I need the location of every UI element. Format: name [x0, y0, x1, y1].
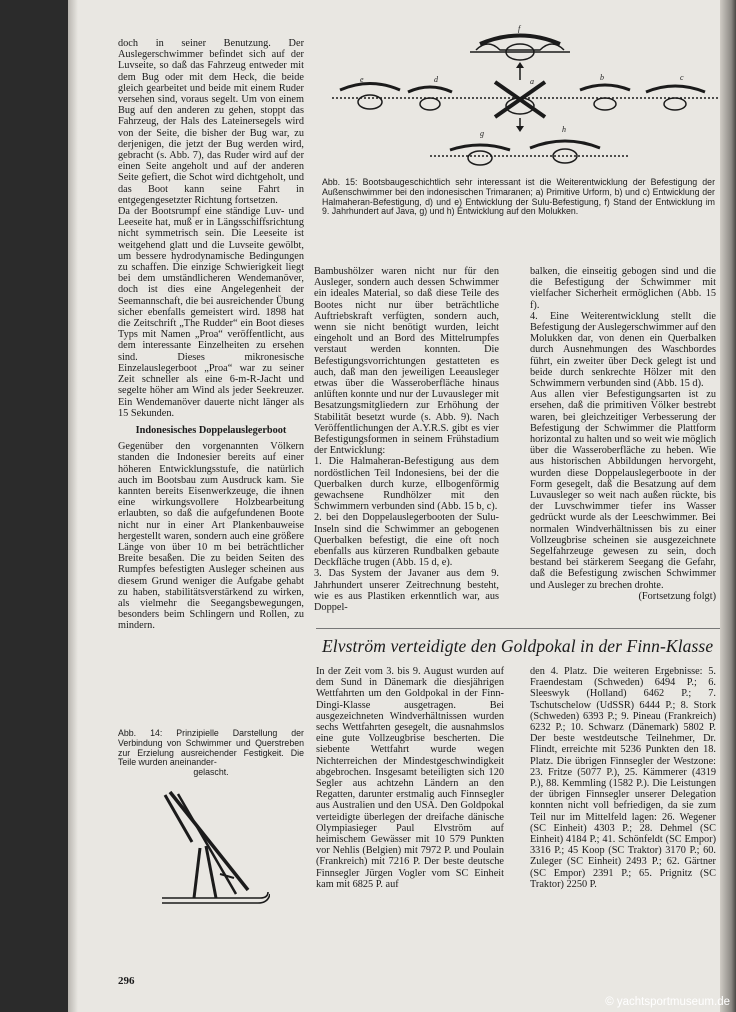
fig14-caption-text: Abb. 14: Prinzipielle Darstellung der Verbindung von Schwimmer und Querstreben zur Erzielung ausreichender Festigkeit. Die Teile wurden aneinander- — [118, 728, 304, 768]
page-shadow-left — [68, 0, 78, 1012]
middle-paragraph-4: 3. Das System der Javaner aus dem 9. Jahrhundert unserer Zeitrechnung besteht, wie es aus Plastiken erkenntlich war, aus Doppel- — [314, 568, 499, 614]
article-column-2: den 4. Platz. Die weiteren Ergebnisse: 5. Fraendestam (Schweden) 6494 P.; 6. Sleeswyk (Holland) 6462 P.; 7. Tschutschelow (UdSSR) 6444 P.; 8. Stork (Schweden) 6393 P.; 9. Pineau (Frankreich) 6232 P.; 10. Schwarz (Dänemark) 5802 P. Der beste westdeutsche Teilnehmer, Dr. Flindt, erreichte mit 5236 Punkten den 18. Platz. Die übrigen Finnsegler der Westzone: 23. Fritze (5077 P.), 25. Kämmerer (4319 P.), 88. Kemmling (1582 P.). Die Leistungen der übrigen Finnsegler unserer Delegation konnten nicht voll befriedigen, da sie zum Teil nur im Mittelfeld lagen: 26. Wegener (SC Einheit) 4303 P.; 28. Dehmel (SC Einheit) 4184 P.; 41. Schönfeldt (SC Empor) 3316 P.; 45 Koop (SC Traktor) 3170 P.; 60. Zuleger (SC Einheit) 2493 P.; 62. Gärtner (SC Empor) 2391 P.; 65. Prignitz (SC Traktor) 2250 P. — [530, 666, 716, 890]
watermark: © yachtsportmuseum.de — [605, 996, 730, 1008]
section-divider — [316, 628, 720, 629]
fig15-label-e: e — [360, 75, 364, 84]
fig15-label-f: f — [518, 24, 521, 33]
right-column — [530, 266, 716, 602]
subheading: Indonesisches Doppelauslegerboot — [135, 424, 287, 436]
fig15-drawing — [330, 22, 720, 172]
middle-paragraph-1: Bambushölzer waren nicht nur für den Ausleger, sondern auch dessen Schwimmer ein ideales Material, so daß diese Teile des Bootes nicht nur über beträchtliche Auftriebskraft verfügten, sondern auch, wenn sie nicht benötigt wurden, leicht eingeholt und an Bord des Mittelrumpfes verstaut werden konnten. Die Befestigungsvorrichtungen gestatteten es auch, daß man den jeweiligen Leeausleger etwas über die Wasseroberfläche hinaus anlüften konnte und nur der Luvausleger mit Besatzungsmitgliedern zur Erhöhung der Stabilität besetzt wurde (s. Abb. 9). Nach Veröffentlichungen der A.Y.R.S. gibt es vier Befestigungsformen in seinem Frühstadium der Entwicklung: — [314, 266, 499, 457]
fig15-label-a: a — [530, 77, 534, 86]
right-paragraph-3: Aus allen vier Befestigungsarten ist zu ersehen, daß die primitiven Völker bestrebt waren, bei gleichzeitiger Verbesserung der Befestigung der Schwimmer die Plattform horizontal zu halten und so weit wie möglich über die Wasseroberfläche zu heben. Wie aus historischen Abbildungen hervorgeht, wurden diese Doppelauslegerboote in der Form gesegelt, daß die Besatzung auf dem Luvausleger so weit nach außen rückte, bis der Luvschwimmer tiefer ins Wasser gedrückt wurde als der Leeschwimmer. Bei normalen Windverhältnissen bis zu einer Vollzeugbrise scheinen sie ausgezeichnete Segelfahrzeuge gewesen zu sein, doch bestand bei stärkerem Seegang die Gefahr, daß die Befestigung zwischen Schwimmer und Ausleger zu brechen drohte. — [530, 389, 716, 591]
fig15-caption: Abb. 15: Bootsbaugeschichtlich sehr interessant ist die Weiterentwicklung der Befestigung der Außenschwimmer bei den indonesischen Trimaranen; a) Primitive Urform, b) und c) Entwicklung der Halmaheran-Befestigung, d) und e) Entwicklung der Sulu-Befestigung, f) Stand der Entwicklung im 9. Jahrhundert auf Java, g) und h) Entwicklung auf den Molukken. — [322, 177, 715, 217]
fig15-label-b: b — [600, 73, 604, 82]
fig15-label-g: g — [480, 129, 484, 138]
right-paragraph-2: 4. Eine Weiterentwicklung stellt die Befestigung der Auslegerschwimmer auf den Molukken dar, von denen ein Querbalken durch Ausnehmungen des Waschbordes führt, ein zweiter über Deck gelegt ist und beide durch senkrechte Hölzer mit den Schwimmern verbunden sind (Abb. 15 d). — [530, 310, 716, 390]
fig15-label-c: c — [680, 73, 684, 82]
fig15-label-d: d — [434, 75, 438, 84]
fig14-drawing — [160, 790, 270, 915]
continued-note: (Fortsetzung folgt) — [638, 590, 716, 602]
middle-column — [314, 266, 499, 613]
article-column-1: In der Zeit vom 3. bis 9. August wurden auf dem Sund in Dänemark die diesjährigen Wettfahrten um den Goldpokal in der Finn-Dingi-Klasse ausgetragen. Bei ausgezeichneten Windverhältnissen wurden sechs Wettfahrten gesegelt, die ausnahmslos eine gute Vollzeugbrise bescherten. Die siebente Wettfahrt wurde wegen Nichterreichen der Mindestgeschwindigkeit abgebrochen. Insgesamt beteiligten sich 120 Segler aus achtzehn Ländern an den Regatten, darunter erstmalig auch Finnsegler aus Australien und den USA. Den Goldpokal verteidigte überlegen der dreifache dänische Olympiasieger Paul Elvström auf heimischem Gewässer mit 10 579 Punkten vor Nehlis (Belgien) mit 7972 P. und Poulain (Frankreich) mit 7216 P. Der beste deutsche Finnsegler Jürgen Vogler vom SC Einheit kam mit 6825 P. auf — [316, 666, 504, 890]
middle-paragraph-2: 1. Die Halmaheran-Befestigung aus dem nordöstlichen Teil Indonesiens, bei der die Querbalken durch kurze, ellbogenförmig gewachsene Rundhölzer mit den Schwimmern verbunden sind (Abb. 15 b, c). — [314, 456, 499, 513]
middle-paragraph-3: 2. bei den Doppelauslegerbooten der Sulu-Inseln sind die Schwimmer an gebogenen Querbalken befestigt, die eine oft noch ebenfalls aus kürzeren Rundbalken gebaute Deckfläche trugen (Abb. 15 d, e). — [314, 512, 499, 569]
fig15-label-h: h — [562, 125, 566, 134]
right-paragraph-1: balken, die einseitig gebogen sind und die die Befestigung der Schwimmer mit vielfacher Sicherheit ermöglichen (Abb. 15 f). — [530, 266, 716, 311]
page-number: 296 — [118, 975, 135, 987]
book-gutter — [720, 0, 736, 1012]
fig14-caption-end: gelascht. — [193, 767, 229, 778]
left-paragraph-1: doch in seiner Benutzung. Der Auslegerschwimmer befindet sich auf der Luvseite, so daß das Fahrzeug entweder mit dem Bug oder mit dem Heck, die beide gleich gearbeitet und beide mit einem Ruder versehen sind, voraus segelt. Um von einem Bug auf den anderen zu gehen, stoppt das Fahrzeug, der Hals des Lateinersegels wird von der Seite, die bisher der Bug war, zu derjenigen, die jetzt der Bug werden wird, gebracht (s. Abb. 7), das Ruder wird auf der einen Seite angeholt und auf der anderen Seite gefiert, die Schot wird dichtgeholt, und das Boot kann seine Fahrt in entgegengesetzter Richtung fortsetzen. — [118, 38, 304, 206]
left-column — [118, 38, 304, 632]
left-paragraph-2: Da der Bootsrumpf eine ständige Luv- und Leeseite hat, muß er in Längsschiffsrichtung nicht symmetrisch sein. Die Leeseite ist weitgehend glatt und die Luvseite gewölbt, um bessere hydrodynamische Bedingungen zu schaffen. Die einzige Schwierigkeit liegt bei dem umständlicheren Wendemanöver, doch ist dies eine Angelegenheit der Seemannschaft, die bei ausreichender Übung sicher ebenfalls gemeistert wird. 1898 hat die Zeitschrift „The Rudder“ ein Boot dieses Typs mit Namen „Proa“ veröffentlicht, aus dem interessante Einzelheiten zu ersehen sind. Dieses mikronesische Einzelauslegerboot „Proa“ war zu seiner Zeit schneller als eine 6-m-R-Jacht und segelte höher am Wind als jeder Seekreuzer. Ein Wendemanöver dauerte nicht länger als 15 Sekunden. — [118, 206, 304, 419]
article-headline: Elvström verteidigte den Goldpokal in der Finn-Klasse — [322, 636, 714, 656]
fig14-caption — [118, 729, 304, 778]
left-paragraph-3: Gegenüber den vorgenannten Völkern standen die Indonesier bereits auf einer höheren Entwicklungsstufe, die natürlich auch im Bootsbau zum Ausdruck kam. Sie kannten bereits Eisenwerkzeuge, die ihnen eine wirkungsvollere Holzbearbeitung erlaubten, so daß die aufgefundenen Boote nicht nur in einer Art Plankenbauweise hergestellt waren, sondern auch eine größere Länge von über 10 m bei beträchtlicher Breite besaßen. Die zu beiden Seiten des Rumpfes befestigten Ausleger scheinen aus diesem Grund weniger die Aufgabe gehabt zu haben, stabilitätsverstärkend zu wirken, als vielmehr die Seegangsbewegungen, besonders beim Schlingern und Rollen, zu mindern. — [118, 441, 304, 632]
